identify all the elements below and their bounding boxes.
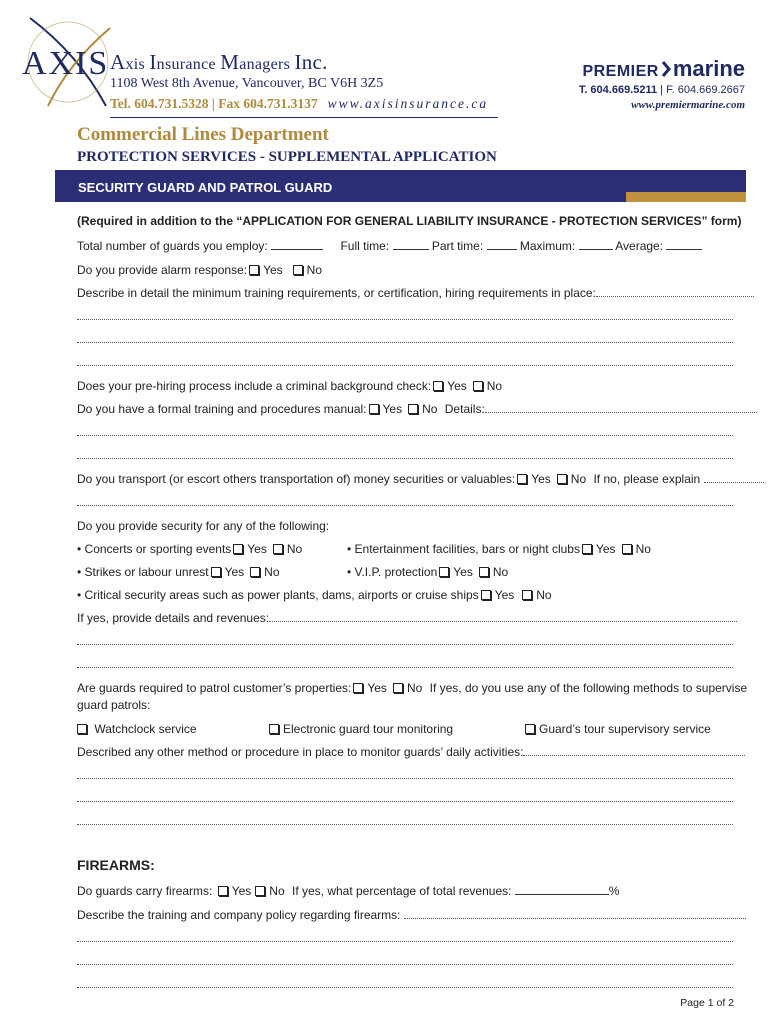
manual-no-checkbox[interactable] — [408, 404, 418, 414]
total-guards-field[interactable] — [271, 249, 323, 250]
chevron-icon — [661, 61, 671, 77]
guards-count-row: Total number of guards you employ: Full time: Part time: Maximum: Average: — [77, 239, 702, 253]
background-check-row: Does your pre-hiring process include a criminal background check: Yes No — [77, 379, 503, 393]
application-title: PROTECTION SERVICES - SUPPLEMENTAL APPLICATION — [77, 149, 497, 165]
alarm-no-checkbox[interactable] — [293, 265, 303, 275]
answer-line[interactable] — [77, 342, 733, 343]
patrol-yes-checkbox[interactable] — [353, 683, 363, 693]
department-title: Commercial Lines Department — [77, 124, 329, 145]
answer-line[interactable] — [77, 778, 733, 779]
alarm-response-row: Do you provide alarm response: Yes No — [77, 263, 323, 277]
company-address: 1108 West 8th Avenue, Vancouver, BC V6H 3Z5 — [110, 76, 384, 91]
partner-website[interactable]: www.premiermarine.com — [631, 99, 745, 111]
details-revenues-row: If yes, provide details and revenues: — [77, 611, 737, 625]
strikes-yes-checkbox[interactable] — [211, 567, 221, 577]
answer-line[interactable] — [77, 667, 733, 668]
firearms-policy-row: Describe the training and company policy regarding firearms: — [77, 908, 746, 922]
answer-line[interactable] — [77, 987, 733, 988]
header-rule — [110, 117, 498, 118]
entertainment-item: • Entertainment facilities, bars or night clubs Yes No — [347, 542, 651, 556]
company-contact — [110, 96, 488, 112]
average-field[interactable] — [666, 249, 702, 250]
answer-line[interactable] — [77, 801, 733, 802]
alarm-yes-checkbox[interactable] — [249, 265, 259, 275]
transport-no-checkbox[interactable] — [557, 474, 567, 484]
transport-yes-checkbox[interactable] — [517, 474, 527, 484]
full-time-field[interactable] — [393, 249, 429, 250]
answer-line[interactable] — [77, 435, 733, 436]
answer-line[interactable] — [77, 505, 733, 506]
firearms-no-checkbox[interactable] — [255, 886, 265, 896]
transport-money-row: Do you transport (or escort others transportation of) money securities or valuables: Yes No If no, please explain — [77, 472, 764, 486]
answer-line[interactable] — [77, 824, 733, 825]
carry-firearms-row: Do guards carry firearms: Yes No If yes, what percentage of total revenues: % — [77, 884, 620, 898]
training-manual-row: Do you have a formal training and procedures manual: Yes No Details: — [77, 402, 757, 416]
vip-yes-checkbox[interactable] — [439, 567, 449, 577]
section-title: SECURITY GUARD AND PATROL GUARD — [78, 180, 333, 195]
firearms-policy-field[interactable] — [404, 918, 746, 919]
entertainment-yes-checkbox[interactable] — [582, 544, 592, 554]
partner-phone-fax: T. 604.669.5211 | F. 604.669.2667 — [578, 84, 745, 96]
answer-line[interactable] — [77, 319, 733, 320]
electronic-tour-checkbox[interactable] — [269, 724, 279, 734]
patrol-no-checkbox[interactable] — [393, 683, 403, 693]
company-website[interactable]: www.axisinsurance.ca — [327, 96, 489, 111]
guard-patrols-label: guard patrols: — [77, 698, 151, 712]
logo-letters: AXIS — [22, 45, 110, 82]
answer-line[interactable] — [77, 964, 733, 965]
answer-line[interactable] — [77, 458, 733, 459]
vip-no-checkbox[interactable] — [479, 567, 489, 577]
answer-line[interactable] — [77, 365, 733, 366]
entertainment-no-checkbox[interactable] — [622, 544, 632, 554]
firearms-yes-checkbox[interactable] — [218, 886, 228, 896]
supervision-methods-row: Watchclock service Electronic guard tour monitoring Guard’s tour supervisory service — [77, 722, 733, 736]
training-requirements-row: Describe in detail the minimum training requirements, or certification, hiring requirements in place: — [77, 286, 754, 300]
provide-security-row: Do you provide security for any of the following: — [77, 519, 330, 533]
concerts-no-checkbox[interactable] — [273, 544, 283, 554]
critical-areas-row: • Critical security areas such as power plants, dams, airports or cruise ships Yes No — [77, 588, 552, 602]
banner-tick — [52, 170, 55, 202]
transport-explain-field[interactable] — [704, 482, 764, 483]
watchclock-checkbox[interactable] — [77, 724, 87, 734]
other-method-row: Described any other method or procedure in place to monitor guards’ daily activities: — [77, 745, 745, 759]
premier-marine-logo: PREMIER marine — [582, 56, 745, 81]
answer-line[interactable] — [77, 941, 733, 942]
patrol-properties-row: Are guards required to patrol customer’s properties: Yes No If yes, do you use any of the following methods to supervise — [77, 681, 748, 695]
concerts-row: • Concerts or sporting events Yes No • Entertainment facilities, bars or night clubs Yes No — [77, 542, 651, 556]
strikes-no-checkbox[interactable] — [250, 567, 260, 577]
firearms-heading: FIREARMS: — [77, 857, 155, 873]
phone-fax: Tel. 604.731.5328 | Fax 604.731.3137 — [110, 96, 318, 111]
details-revenues-field[interactable] — [269, 621, 737, 622]
answer-line[interactable] — [77, 644, 733, 645]
manual-yes-checkbox[interactable] — [369, 404, 379, 414]
other-method-field[interactable] — [523, 755, 745, 756]
maximum-field[interactable] — [579, 249, 613, 250]
axis-logo — [18, 14, 118, 110]
critical-yes-checkbox[interactable] — [481, 590, 491, 600]
manual-details-field[interactable] — [485, 412, 757, 413]
background-no-checkbox[interactable] — [473, 381, 483, 391]
training-requirements-field[interactable] — [596, 296, 754, 297]
company-name: Axis Insurance Managers Inc. — [110, 50, 328, 74]
concerts-yes-checkbox[interactable] — [233, 544, 243, 554]
required-note: (Required in addition to the “APPLICATION FOR GENERAL LIABILITY INSURANCE - PROTECTION SERVICES” form) — [77, 214, 742, 228]
vip-item: • V.I.P. protection Yes No — [347, 565, 509, 579]
background-yes-checkbox[interactable] — [433, 381, 443, 391]
firearms-percentage-field[interactable] — [515, 894, 609, 895]
critical-no-checkbox[interactable] — [522, 590, 532, 600]
strikes-row: • Strikes or labour unrest Yes No • V.I.P. protection Yes No — [77, 565, 509, 579]
page-number: Page 1 of 2 — [680, 997, 734, 1009]
part-time-field[interactable] — [487, 249, 517, 250]
supervisory-service-checkbox[interactable] — [525, 724, 535, 734]
